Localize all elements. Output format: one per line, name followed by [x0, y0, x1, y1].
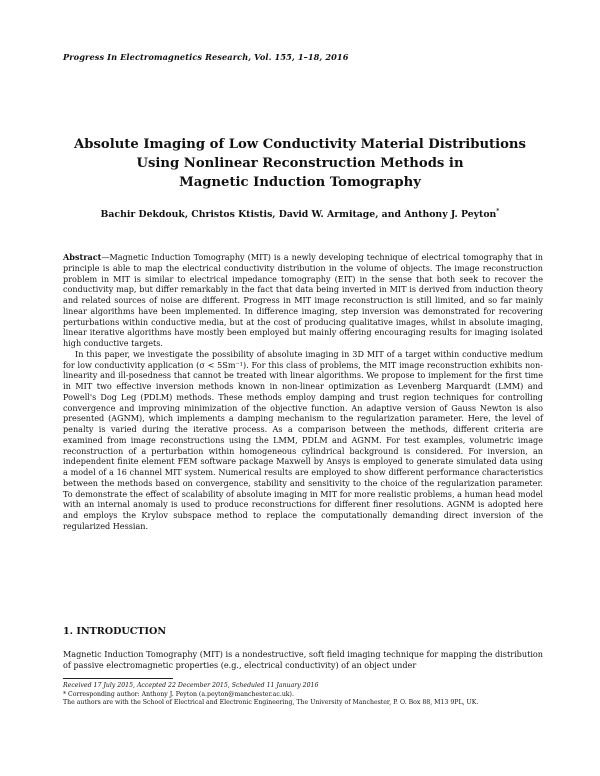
abstract-paragraph-2: In this paper, we investigate the possibility of absolute imaging in 3D MIT of a target within conductive medium for low conductivity application (σ < 5Sm⁻¹). For this class of problems, the MIT image reconstruction exhibits non-linearity and ill-posedness that cannot be treated with linear algorithms. We propose to implement for the first time in MIT two effective inversion methods known in non-linear optimization as Levenberg Marquardt (LMM) and Powell's Dog Leg (PDLM) methods. These methods employ damping and trust region techniques for controlling convergence and improving minimization of the objective function. An adaptive version of Gauss Newton is also presented (AGNM), which implements a damping mechanism to the regularization parameter. Here, the level of penalty is varied during the iterative process. As a comparison between the methods, different criteria are examined from image reconstructions using the LMM, PDLM and AGNM. For test examples, volumetric image reconstruction of a perturbation within homogeneous cylindrical background is considered. For inversion, an independent finite element FEM software package Maxwell by Ansys is employed to generate simulated data using a model of a 16 channel MIT system. Numerical results are employed to show different performance characteristics between the methods based on convergence, stability and sensitivity to the choice of the regularization parameter. To demonstrate the effect of scalability of absolute imaging in MIT for more realistic problems, a human head model with an internal anomaly is used to produce reconstructions for different finer resolutions. AGNM is adopted here and employs the Krylov subspace method to replace the computationally demanding direct inversion of the regularized Hessian. [63, 348, 543, 531]
abstract-label: Abstract [63, 252, 102, 262]
title-line-2: Using Nonlinear Reconstruction Methods in [136, 156, 464, 171]
intro-text [63, 649, 543, 671]
paper-title [60, 135, 540, 192]
authors-names: Bachir Dekdouk, Christos Ktistis, David W. Armitage, and Anthony J. Peyton [100, 209, 497, 221]
footnote-rule [63, 678, 173, 679]
abstract-text-1: —Magnetic Induction Tomography (MIT) is a newly developing technique of electrical tomography that in principle is able to map the electrical conductivity distribution in the volume of objects. The image reconstruction problem in MIT is similar to electrical impedance tomography (EIT) in the sense that both seek to recover the conductivity map, but differ remarkably in the fact that data being inverted in MIT is derived from induction theory and related sources of noise are different. Progress in MIT image reconstruction is still limited, and so far mainly linear algorithms have been implemented. In difference imaging, step inversion was demonstrated for recovering perturbations within conductive media, but at the cost of producing qualitative images, whilst in absolute imaging, linear iterative algorithms have mostly been employed but mainly offering encouraging results for imaging isolated high conductive targets. [63, 252, 543, 348]
abstract-paragraph-1 [63, 252, 543, 349]
title-line-3: Magnetic Induction Tomography [179, 175, 421, 190]
corresponding-mark: * [496, 208, 500, 215]
author-list [60, 208, 540, 220]
abstract [63, 252, 543, 532]
received-dates: Received 17 July 2015, Accepted 22 December 2015, Scheduled 11 January 2016 [63, 682, 319, 689]
corresponding-author: * Corresponding author: Anthony J. Peyton (a.peyton@manchester.ac.uk). [63, 690, 294, 698]
affiliation: The authors are with the School of Electrical and Electronic Engineering, The University of Manchester, P. O. Box 88, M13 9PL, UK. [63, 699, 479, 707]
journal-header: Progress In Electromagnetics Research, Vol. 155, 1–18, 2016 [63, 52, 349, 62]
section-heading: 1. INTRODUCTION [63, 626, 167, 637]
title-line-1: Absolute Imaging of Low Conductivity Material Distributions [74, 137, 526, 152]
intro-paragraph: Magnetic Induction Tomography (MIT) is a nondestructive, soft field imaging technique for mapping the distribution of passive electromagnetic properties (e.g., electrical conductivity) of an object under [63, 649, 543, 670]
footnotes [63, 682, 543, 708]
